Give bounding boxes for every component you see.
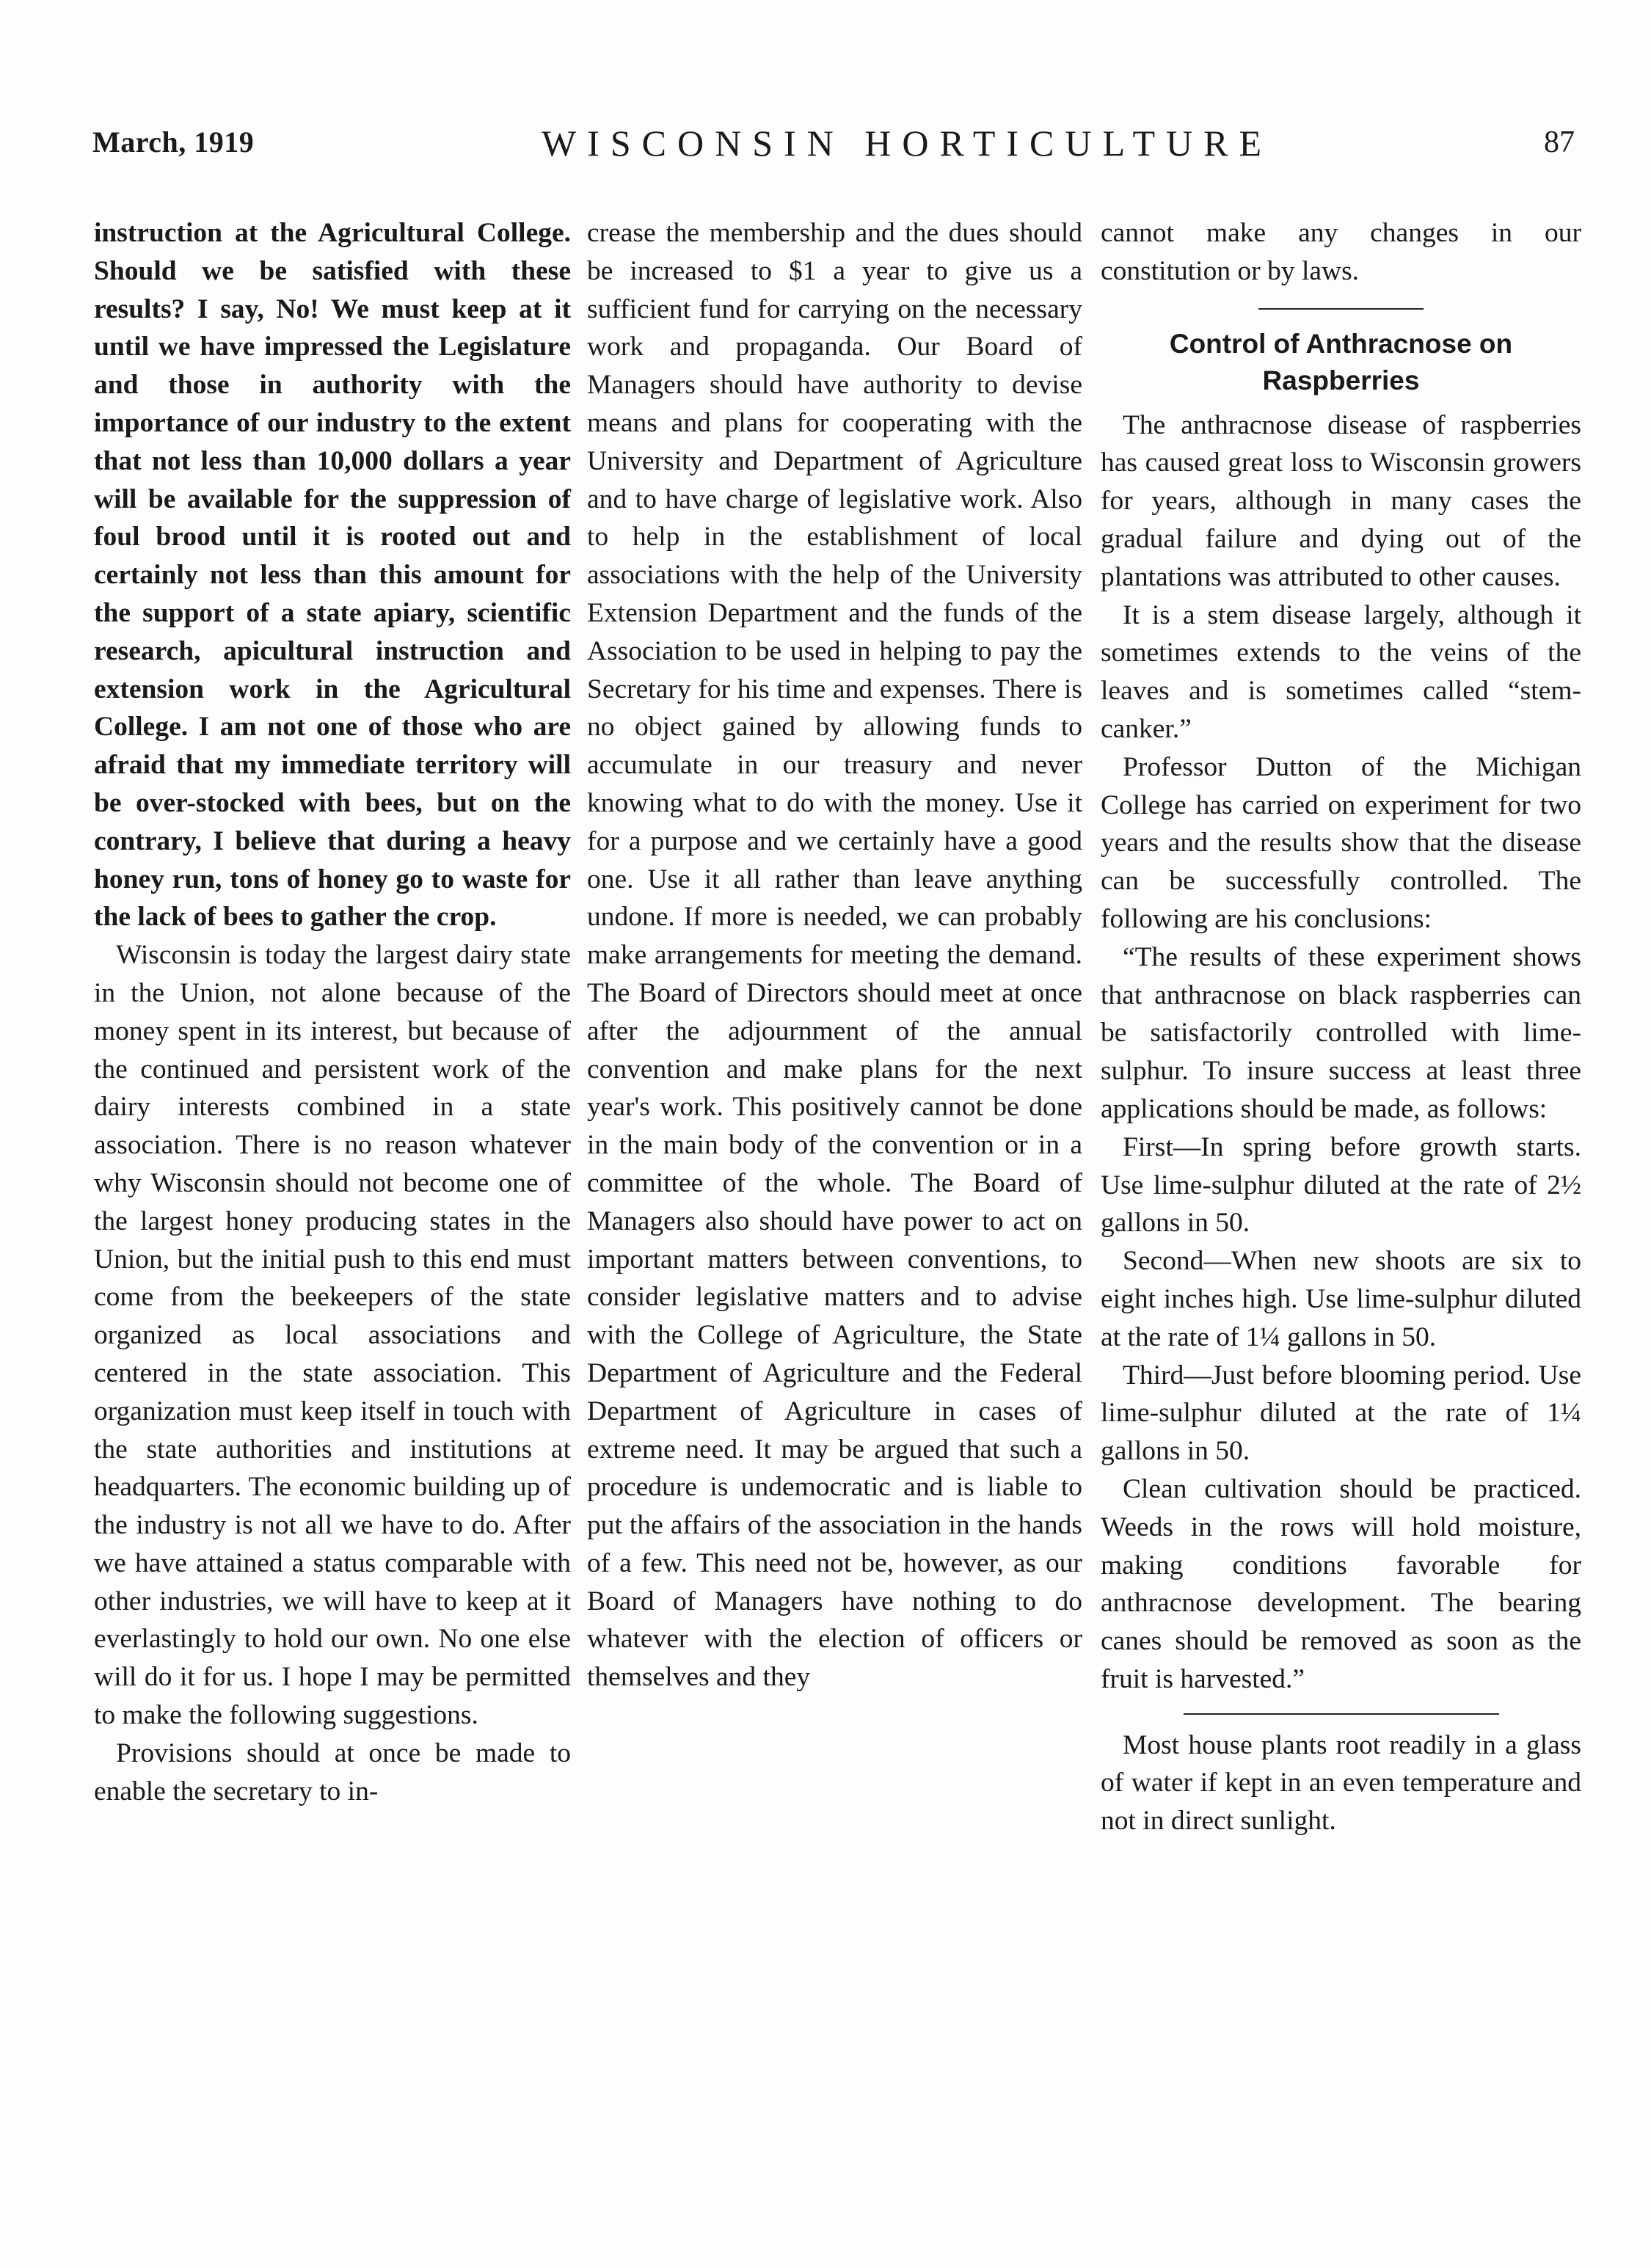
paragraph: The anthracnose disease of raspberries has caused great loss to Wisconsin growers for years, although in many cases the gradual failure and dying out of the plantations was attributed to other causes. [1101, 409, 1581, 592]
article-title: Control of Anthracnose on Raspberries [1169, 328, 1513, 395]
page-number: 87 [1544, 125, 1575, 159]
paragraph: Clean cultivation should be practiced. Weeds in the rows will hold moisture, making conditions favorable for anthracnose development. The bearing canes should be removed as soon as the fruit is harvested.” [1101, 1473, 1581, 1694]
section-divider [1184, 1713, 1499, 1715]
paragraph: cannot make any changes in our constitution or by laws. [1101, 218, 1581, 286]
publication-title: WISCONSIN HORTICULTURE [542, 123, 1272, 164]
paragraph: Most house plants root readily in a glass of water if kept in an even temperature and not in direct sunlight. [1101, 1729, 1581, 1837]
paragraph: crease the membership and the dues should be increased to $1 a year to give us a sufficient fund for carrying on the necessary work and propaganda. Our Board of Managers should have authority to devise means and plans for cooperating with the University and Department of Agriculture and to have charge of legislative work. Also to help in the establishment of local associations with the help of the University Extension Department and the funds of the Association to be used in helping to pay the Secretary for his time and expenses. There is no object gained by allowing funds to accumulate in our treasury and never knowing what to do with the money. Use it for a purpose and we certainly have a good one. Use it all rather than leave anything undone. If more is needed, we can probably make arrangements for meeting the demand. The Board of Directors should meet at once after the adjournment of the annual convention and make plans for the next year's work. This positively cannot be done in the main body of the convention or in a committee of the whole. The Board of Managers also should have power to act on important matters between conventions, to consider legislative matters and to advise with the College of Agriculture, the State Department of Agriculture and the Federal Department of Agriculture in cases of extreme need. It may be argued that such a procedure is undemocratic and is liable to put the affairs of the association in the hands of a few. This need not be, however, as our Board of Managers have nothing to do whatever with the election of officers or themselves and they [587, 218, 1082, 1693]
paragraph: Provisions should at once be made to enable the secretary to in- [94, 1738, 571, 1806]
paragraph: First—In spring before growth starts. Use lime-sulphur diluted at the rate of 2½ gallons in 50. [1101, 1131, 1581, 1239]
paragraph: Wisconsin is today the largest dairy state in the Union, not alone because of the money spent in its interest, but because of the continued and persistent work of the dairy interests combined in a state association. There is no reason whatever why Wisconsin should not become one of the largest honey producing states in the Union, but the initial push to this end must come from the beekeepers of the state organized as local associations and centered in the state association. This organization must keep itself in touch with the state authorities and institutions at headquarters. The economic building up of the industry is not all we have to do. After we have attained a status comparable with other industries, we will have to keep at it everlastingly to hold our own. No one else will do it for us. I hope I may be permitted to make the following suggestions. [94, 940, 571, 1731]
column-1 [94, 214, 571, 1810]
page-header [92, 125, 1575, 183]
section-divider [1258, 308, 1424, 310]
column-2 [587, 214, 1082, 1696]
paragraph: instruction at the Agricultural College. Should we be satisfied with these results? I say, No! We must keep at it until we have impressed the Legislature and those in authority with the importance of our industry to the extent that not less than 10,000 dollars a year will be available for the suppression of foul brood until it is rooted out and certainly not less than this amount for the support of a state apiary, scientific research, apicultural instruction and extension work in the Agricultural College. I am not one of those who are afraid that my immediate territory will be over-stocked with bees, but on the contrary, I believe that during a heavy honey run, tons of honey go to waste for the lack of bees to gather the crop. [94, 218, 571, 933]
paragraph: Second—When new shoots are six to eight inches high. Use lime-sulphur diluted at the rate of 1¼ gallons in 50. [1101, 1246, 1581, 1352]
paragraph: It is a stem disease largely, although it sometimes extends to the veins of the leaves and is sometimes called “stem-canker.” [1101, 599, 1581, 744]
paragraph: Third—Just before blooming period. Use lime-sulphur diluted at the rate of 1¼ gallons in 50. [1101, 1360, 1581, 1467]
paragraph: Professor Dutton of the Michigan College has carried on experiment for two years and the results show that the disease can be successfully controlled. The following are his conclusions: [1101, 751, 1581, 934]
column-3 [1101, 214, 1581, 1840]
issue-date: March, 1919 [92, 125, 255, 158]
paragraph: “The results of these experiment shows that anthracnose on black raspberries can be satisfactorily controlled with lime-sulphur. To insure success at least three applications should be made, as follows: [1101, 941, 1581, 1124]
